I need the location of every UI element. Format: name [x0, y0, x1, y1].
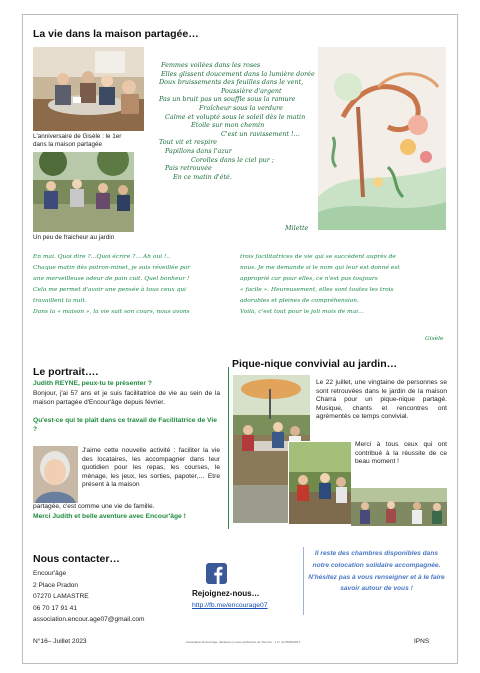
picnic-photo-3 — [351, 488, 447, 526]
facebook-icon[interactable] — [206, 563, 227, 584]
judith-portrait-photo — [33, 446, 78, 503]
picnic-text: Le 22 juillet, une vingtaine de personnes se sont retrouvées dans le jardin de la maison Charra pour un pique-nique partagé. Musique, chants et rencontres ont agrémentés ce temps convivial. — [316, 379, 447, 421]
watercolor-painting — [318, 47, 446, 230]
poem: Femmes voilées dans les roses Elles glissent doucement dans la lumière dorée Doux bruissements des feuilles dans le vent, Poussière d'argent Pas un bruit pas un souffle sous la ramure Fraîcheur sous la verdure Calme et volupté sous le soleil dès le matin Étoile sur mon chemin C'est un ravissement !… Tout vit et respire Papillons dans l'azur Corolles dans le ciel pur ; Pais retrouvée En ce matin d'été. — [159, 61, 315, 181]
notice-border — [303, 547, 304, 615]
birthday-photo-caption: L'anniversaire de Gisèle : le 1er dans la maison partagée — [33, 133, 122, 148]
picnic-thanks: Merci à tous ceux qui ont contribué à la réussite de ce beau moment ! — [355, 441, 447, 466]
ipns-label: IPNS — [414, 638, 430, 645]
rooms-available-notice: Il reste des chambres disponibles dans notre colocation solidaire accompagnée. N'hésitez pas à vous renseigner et à le faire savoir autour de vous ! — [308, 550, 445, 593]
portrait-thanks: Merci Judith et belle aventure avec Encour'âge ! — [33, 513, 186, 520]
contact-title: Nous contacter… — [33, 553, 120, 565]
social-title: Rejoignez-nous… — [192, 589, 260, 598]
picnic-photo-2 — [288, 441, 352, 525]
birthday-photo — [33, 47, 144, 131]
letter-signature: Gisèle — [425, 336, 444, 342]
facebook-link[interactable]: http://fb.me/encourage07 — [192, 602, 268, 609]
picnic-title: Pique-nique convivial au jardin… — [232, 358, 398, 370]
portrait-answer-1: Bonjour, j'ai 57 ans et je suis facilitatrice de vie au sein de la maison partagée d'Encour'âge depuis février. — [33, 390, 220, 406]
contact-name: Encour'âge — [33, 570, 67, 577]
portrait-title: Le portrait…. — [33, 366, 99, 378]
garden-photo — [33, 152, 134, 232]
column-divider — [228, 367, 229, 529]
page-title: La vie dans la maison partagée… — [33, 28, 199, 40]
contact-info — [33, 568, 145, 626]
poem-author: Milette — [285, 224, 309, 232]
contact-email[interactable]: association.encour.age07@gmail.com — [33, 616, 145, 624]
legal-notice: Association Encour'âge, déclarée en sous-préfecture de Tournon - J.O. du 05/08/2017 — [186, 640, 301, 644]
portrait-answer-2: J'aime cette nouvelle activité : faciliter la vie des locataires, les accompagner dans leur quotidien pour les repas, les courses, le ménage, les jeux, les sorties, papoter,… Etre présent à la maison — [82, 447, 220, 489]
garden-photo-caption: Un peu de fraicheur au jardin — [33, 234, 115, 241]
issue-number: N°16– Juillet 2023 — [33, 638, 87, 645]
contact-phone: 06 70 17 91 41 — [33, 604, 77, 612]
contact-city: 07270 LAMASTRE — [33, 593, 89, 601]
portrait-question-2: Qu'est-ce qui te plaît dans ce travail de Facilitatrice de Vie ? — [33, 417, 217, 433]
portrait-question-1: Judith REYNE, peux-tu te présenter ? — [33, 380, 152, 387]
portrait-answer-2-end: partagée, c'est comme une vie de famille. — [33, 503, 155, 510]
letter-left-column: En mai. Quoi dire ?…Quoi écrire ?… Ah oui !.. Chaque matin dès potron-minet, je suis réveillée par une merveilleuse odeur de pain cuit. Quel bonheur ! Cela me permet d'avoir une pensée à tous ceux qui travaillent la nuit. Dans la « maison », la vie suit son cours, nous avons — [33, 254, 191, 315]
contact-street: 2 Place Pradon — [33, 581, 79, 589]
letter-right-column: trois facilitatrices de vie qui se succèdent auprès de nous. Je me demande si le nom qui leur est donné est approprié car pour elles, ce n'est pas toujours « facile ». Heureusement, elles sont toutes les trois adorables et pleines de compréhension. Voilà, c'est tout pour le joli mois de mai… — [240, 254, 400, 315]
